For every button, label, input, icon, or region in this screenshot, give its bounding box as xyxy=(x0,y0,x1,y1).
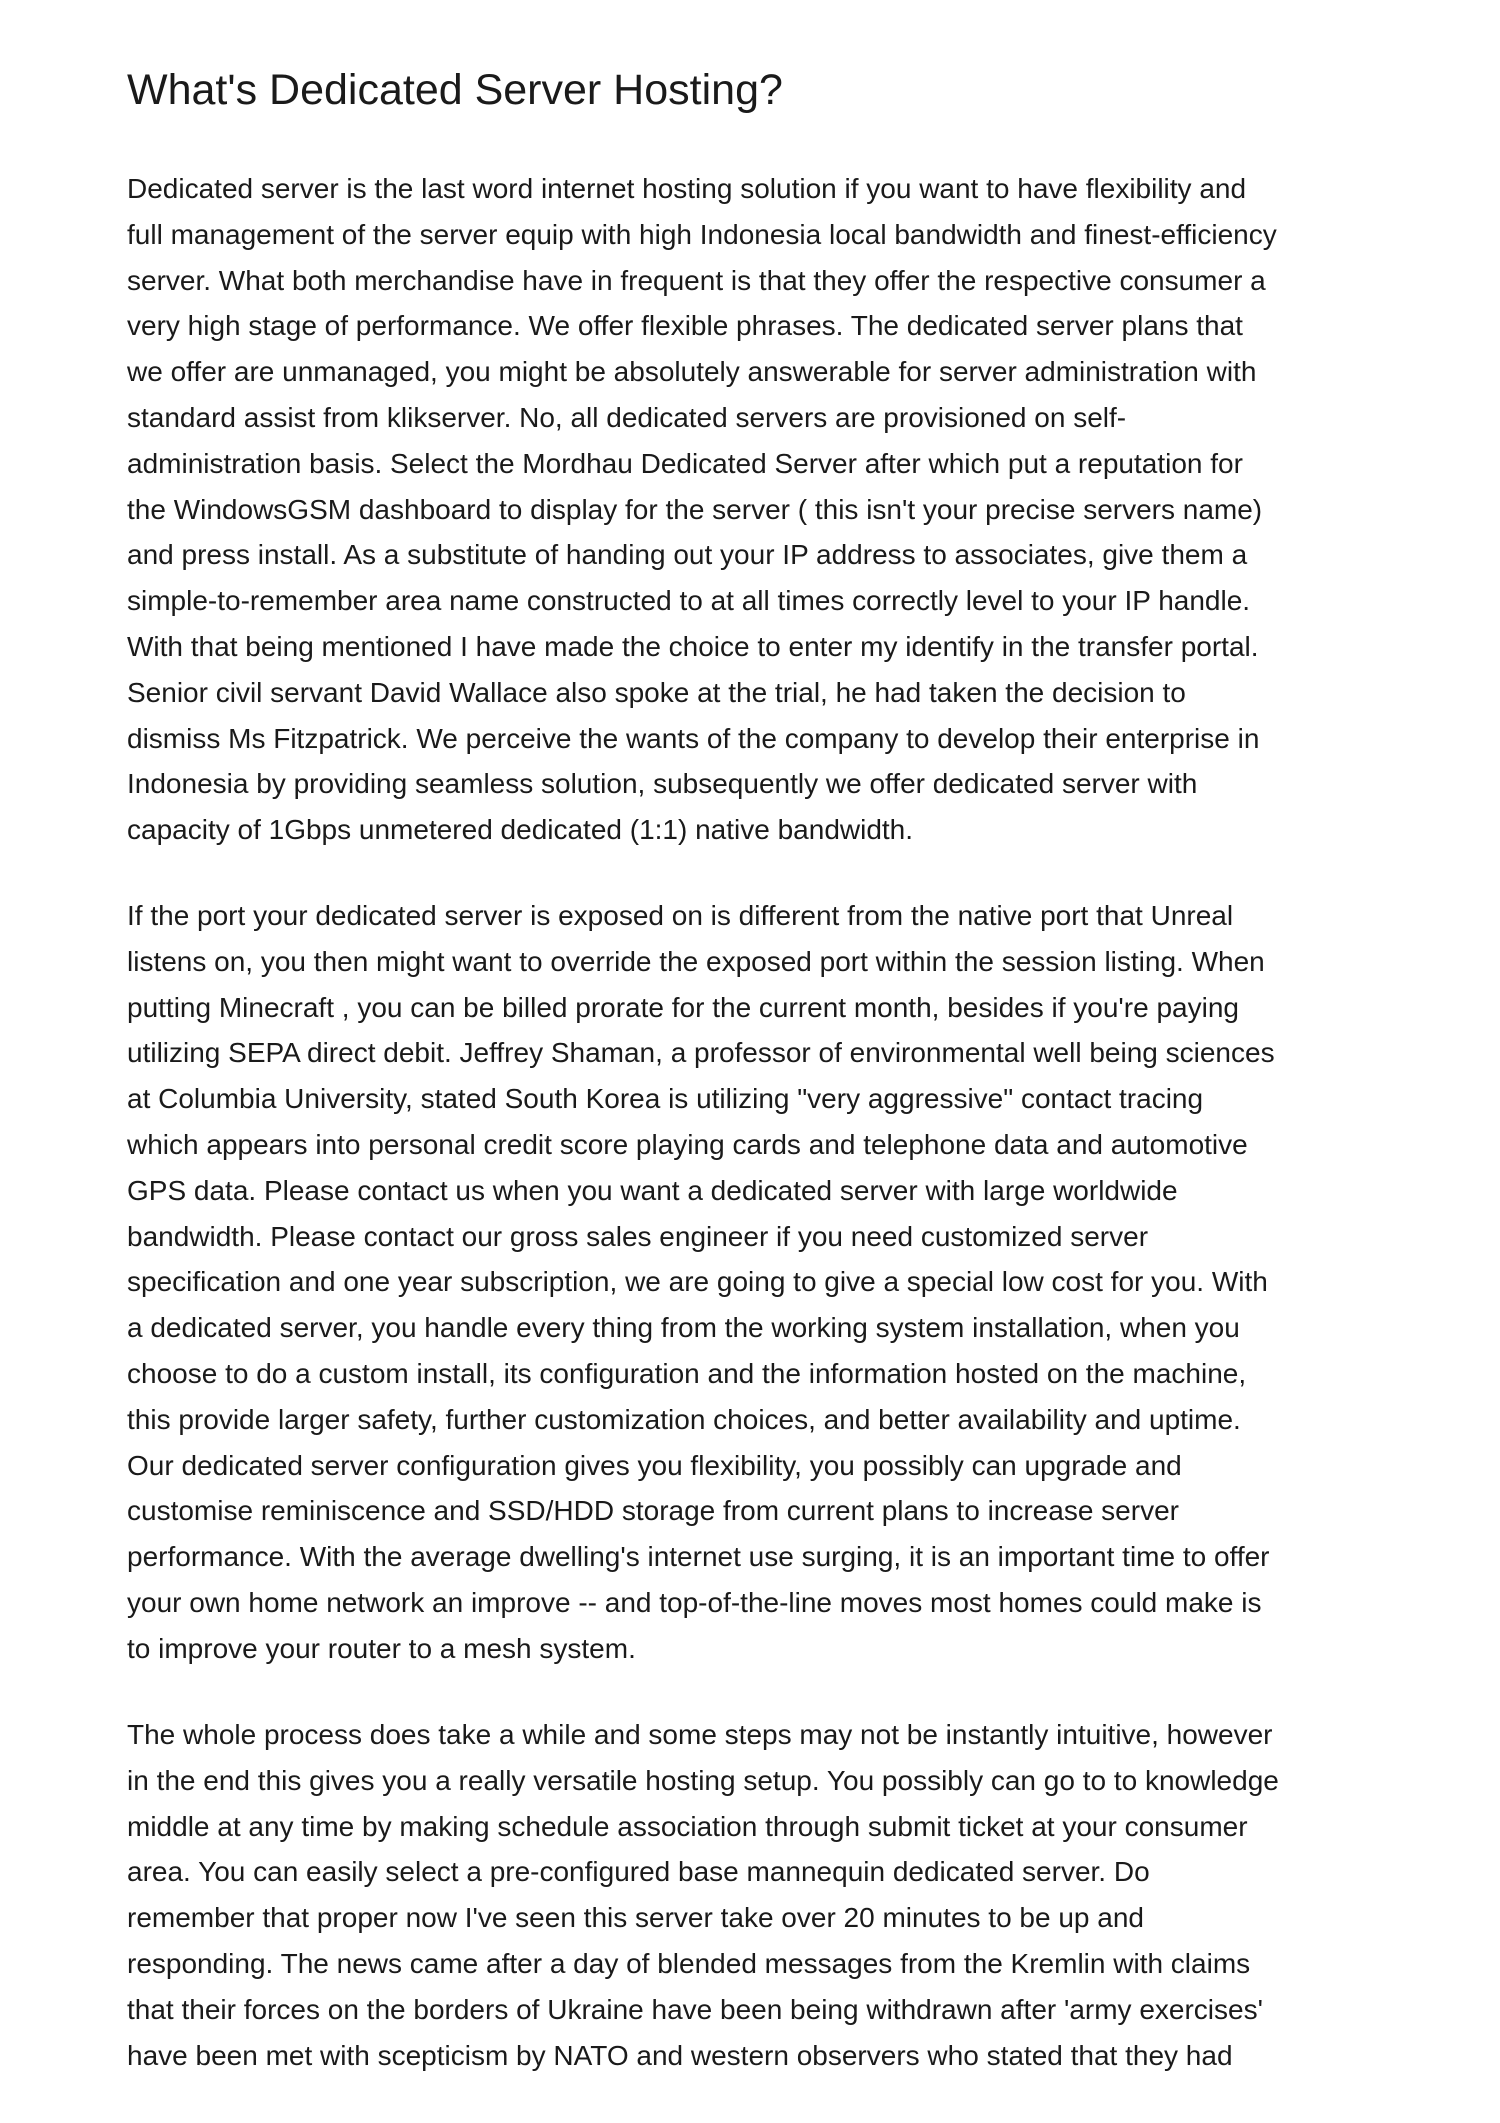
paragraph-line: standard assist from klikserver. No, all dedicated servers are provisioned on self- xyxy=(127,401,1127,433)
paragraph-line: specification and one year subscription, we are going to give a special low cost for you. With xyxy=(127,1266,1268,1298)
paragraph-line: dismiss Ms Fitzpatrick. We perceive the wants of the company to develop their enterprise in xyxy=(127,722,1260,754)
paragraph-line: a dedicated server, you handle every thing from the working system installation, when you xyxy=(127,1312,1240,1344)
paragraph-line: responding. The news came after a day of blended messages from the Kremlin with claims xyxy=(127,1947,1251,1979)
paragraph-line: server. What both merchandise have in frequent is that they offer the respective consumer a xyxy=(127,264,1266,296)
paragraph-line: which appears into personal credit score playing cards and telephone data and automotive xyxy=(127,1128,1248,1160)
paragraph-line: bandwidth. Please contact our gross sales engineer if you need customized server xyxy=(127,1220,1149,1252)
paragraph-line: to improve your router to a mesh system. xyxy=(127,1632,636,1664)
paragraph-line: and press install. As a substitute of handing out your IP address to associates, give them a xyxy=(127,539,1248,571)
page-title: What's Dedicated Server Hosting? xyxy=(127,66,783,114)
paragraph-line: putting Minecraft , you can be billed prorate for the current month, besides if you're paying xyxy=(127,991,1239,1023)
paragraph-line: your own home network an improve -- and top-of-the-line moves most homes could make is xyxy=(127,1586,1262,1618)
paragraph-line: capacity of 1Gbps unmetered dedicated (1:1) native bandwidth. xyxy=(127,814,914,846)
paragraph-line: in the end this gives you a really versatile hosting setup. You possibly can go to to knowledge xyxy=(127,1764,1279,1796)
paragraph-line: Our dedicated server configuration gives you flexibility, you possibly can upgrade and xyxy=(127,1449,1182,1481)
paragraph-line: Indonesia by providing seamless solution, subsequently we offer dedicated server with xyxy=(127,768,1198,800)
paragraph-line: The whole process does take a while and some steps may not be instantly intuitive, however xyxy=(127,1719,1273,1750)
paragraph-line: we offer are unmanaged, you might be absolutely answerable for server administration with xyxy=(127,356,1257,388)
paragraph-line: utilizing SEPA direct debit. Jeffrey Shaman, a professor of environmental well being sciences xyxy=(127,1037,1275,1069)
paragraph-line: middle at any time by making schedule association through submit ticket at your consumer xyxy=(127,1810,1248,1842)
paragraph-line: full management of the server equip with high Indonesia local bandwidth and finest-efficiency xyxy=(127,218,1277,250)
paragraph-line: very high stage of performance. We offer flexible phrases. The dedicated server plans that xyxy=(127,310,1243,342)
paragraph-line: the WindowsGSM dashboard to display for the server ( this isn't your precise servers name) xyxy=(127,493,1263,525)
paragraph-line: have been met with scepticism by NATO and western observers who stated that they had xyxy=(127,2039,1233,2071)
paragraph-3 xyxy=(127,1712,1279,2078)
paragraph-line: listens on, you then might want to override the exposed port within the session listing. When xyxy=(127,945,1265,977)
paragraph-1 xyxy=(127,166,1277,853)
paragraph-line: at Columbia University, stated South Korea is utilizing "very aggressive" contact tracing xyxy=(127,1083,1204,1115)
paragraph-2 xyxy=(127,893,1275,1672)
paragraph-line: customise reminiscence and SSD/HDD storage from current plans to increase server xyxy=(127,1495,1179,1527)
paragraph-line: GPS data. Please contact us when you want a dedicated server with large worldwide xyxy=(127,1174,1178,1206)
paragraph-line: remember that proper now I've seen this server take over 20 minutes to be up and xyxy=(127,1902,1144,1934)
paragraph-line: choose to do a custom install, its configuration and the information hosted on the machine, xyxy=(127,1357,1247,1389)
paragraph-line: performance. With the average dwelling's internet use surging, it is an important time to offer xyxy=(127,1541,1270,1573)
paragraph-line: simple-to-remember area name constructed to at all times correctly level to your IP handle. xyxy=(127,585,1251,617)
paragraph-line: Senior civil servant David Wallace also spoke at the trial, he had taken the decision to xyxy=(127,676,1186,708)
paragraph-line: Dedicated server is the last word internet hosting solution if you want to have flexibility and xyxy=(127,173,1247,204)
paragraph-line: area. You can easily select a pre-configured base mannequin dedicated server. Do xyxy=(127,1856,1150,1888)
paragraph-line: If the port your dedicated server is exposed on is different from the native port that Unreal xyxy=(127,900,1234,931)
paragraph-line: this provide larger safety, further customization choices, and better availability and uptime. xyxy=(127,1403,1241,1435)
paragraph-line: that their forces on the borders of Ukraine have been being withdrawn after 'army exercises' xyxy=(127,1993,1263,2025)
paragraph-line: administration basis. Select the Mordhau Dedicated Server after which put a reputation for xyxy=(127,447,1243,479)
paragraph-line: With that being mentioned I have made the choice to enter my identify in the transfer portal. xyxy=(127,630,1259,662)
